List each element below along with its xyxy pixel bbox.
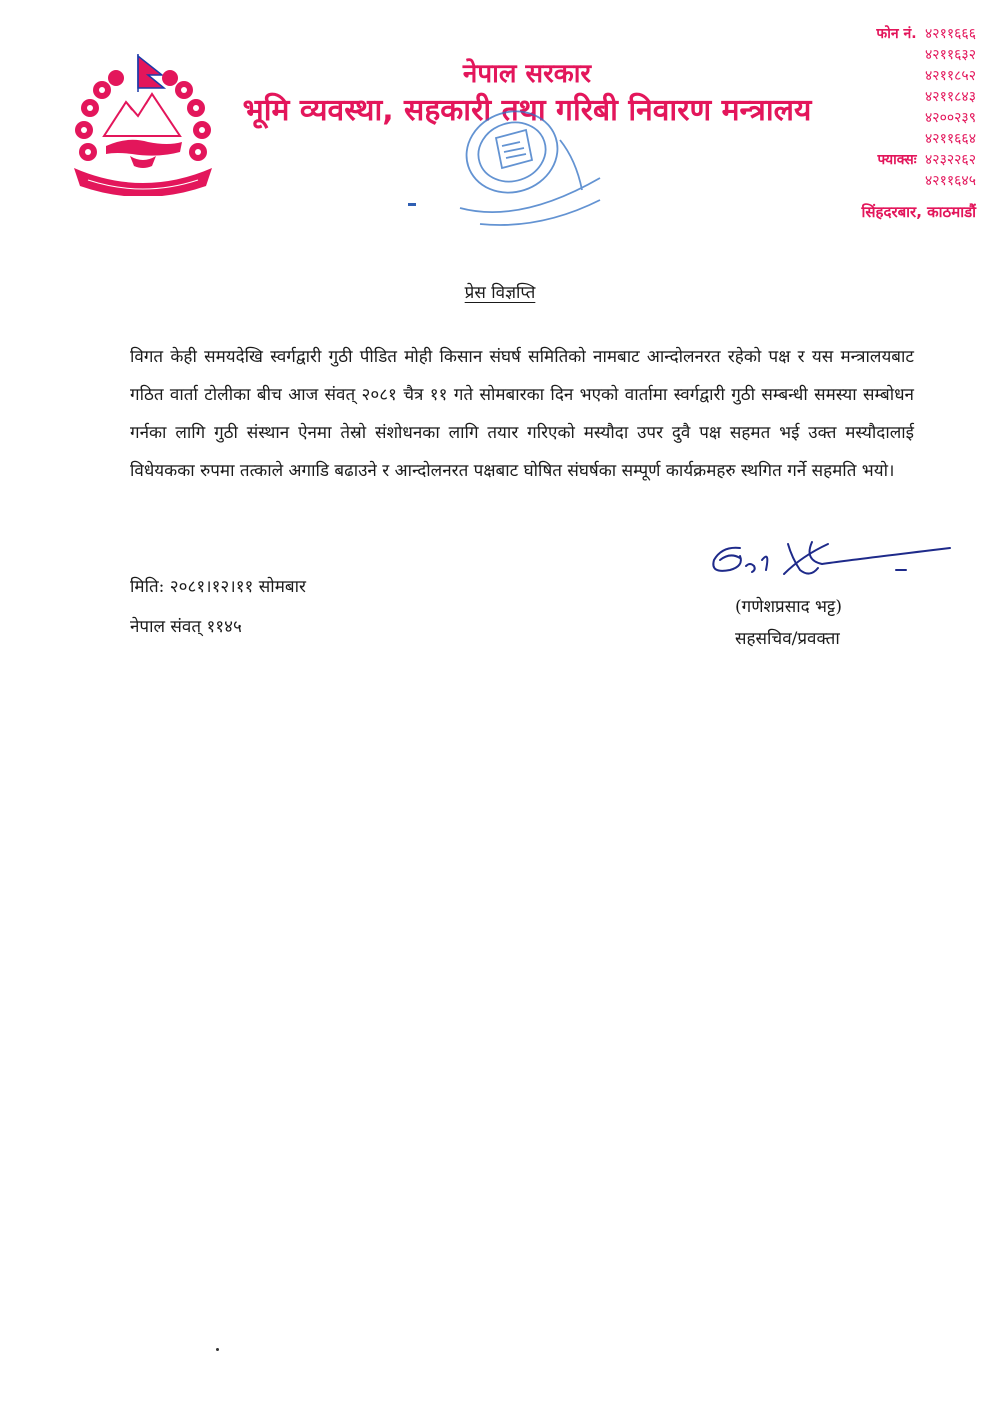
document-title-text: प्रेस विज्ञप्ति (464, 283, 536, 303)
document-title (0, 280, 1000, 306)
office-address: सिंहदरबार, काठमाडौं (861, 203, 976, 221)
office-stamp-icon (450, 100, 620, 240)
press-release-body (130, 338, 914, 490)
fax-number: ४२३२२६२ (925, 152, 976, 168)
ministry-name: भूमि व्यवस्था, सहकारी तथा गरिबी निवारण मन्त्रालय (242, 93, 812, 128)
phone-label: फोन नं. (876, 26, 917, 42)
nepal-emblem-icon (68, 48, 218, 196)
phone-number: ४२००२३९ (925, 110, 976, 126)
phone-number: ४२११६३२ (925, 47, 976, 63)
contact-block (862, 24, 976, 223)
stamp-mark (408, 203, 416, 206)
phone-number: ४२११८४३ (925, 89, 976, 105)
fax-number: ४२११६४५ (925, 173, 976, 189)
nepal-samvat-date: नेपाल संवत् ११४५ (130, 617, 242, 637)
phone-number: ४२११८५२ (925, 68, 976, 84)
handwritten-signature-icon (700, 530, 955, 590)
fax-label: फ्याक्सः (877, 152, 917, 168)
scan-speck (216, 1348, 219, 1351)
signatory-title: सहसचिव/प्रवक्ता (735, 629, 840, 649)
phone-number: ४२११६६६ (925, 26, 976, 42)
phone-number: ४२११६६४ (925, 131, 976, 147)
document-date: मिति: २०८१।१२।११ सोमबार (130, 577, 306, 597)
body-paragraph: विगत केही समयदेखि स्वर्गद्वारी गुठी पीडित मोही किसान संघर्ष समितिको नामबाट आन्दोलनरत रहेको पक्ष र यस मन्त्रालयबाट गठित वार्ता टोलीका बीच आज संवत् २०८१ चैत्र ११ गते सोमबारका दिन भएको वार्तामा स्वर्गद्वारी गुठी सम्बन्धी समस्या सम्बोधन गर्नका लागि गुठी संस्थान ऐनमा तेस्रो संशोधनका लागि तयार गरिएको मस्यौदा उपर दुवै पक्ष सहमत भई उक्त मस्यौदालाई विधेयकका रुपमा तत्काले अगाडि बढाउने र आन्दोलनरत पक्षबाट घोषित संघर्षका सम्पूर्ण कार्यक्रमहरु स्थगित गर्ने सहमति भयो। (130, 347, 914, 481)
government-name: नेपाल सरकार (462, 59, 592, 89)
fax-row (862, 150, 976, 171)
signatory-name: (गणेशप्रसाद भट्ट) (735, 597, 842, 617)
phone-row (862, 24, 976, 45)
